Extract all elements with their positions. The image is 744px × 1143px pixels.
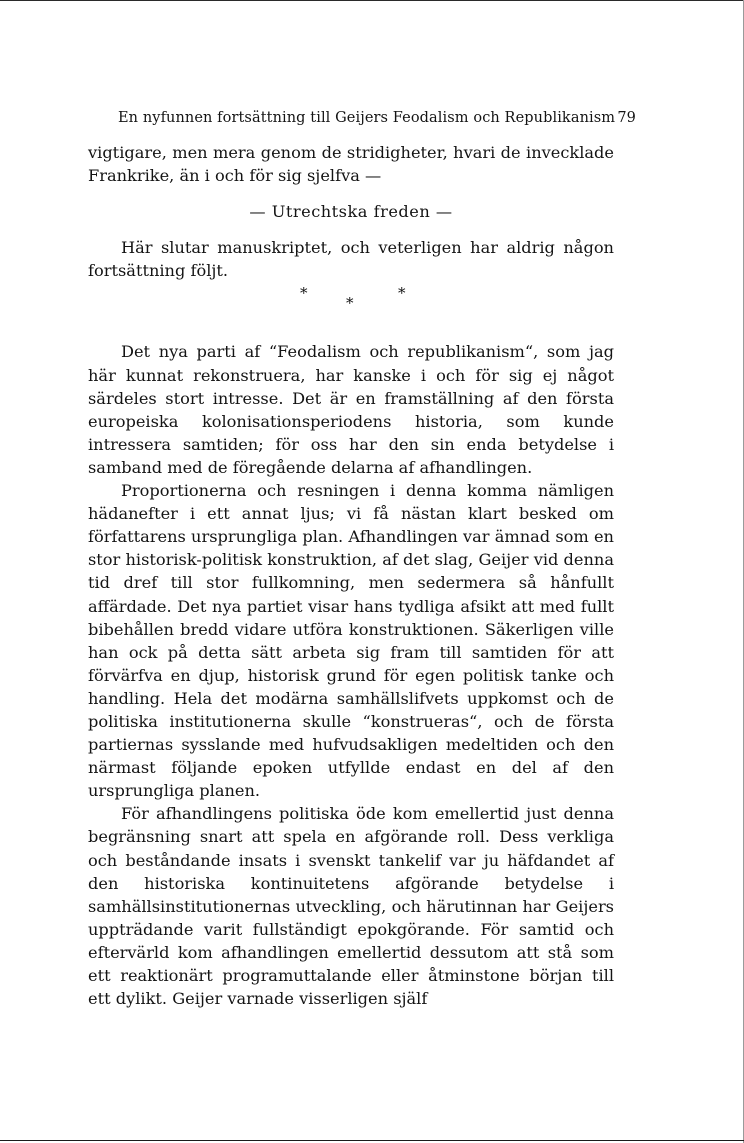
paragraph-manuscript-end: Här slutar manuskriptet, och veterligen har aldrig någon fortsättning följt. [88,238,614,281]
scan-border-top [0,0,744,1]
scan-border-bottom [0,1140,744,1141]
paragraph-continuation: vigtigare, men mera genom de stridigheter, hvari de invecklade Frankrike, än i och för sig sjelfva — [88,143,614,186]
paragraph-reconstruction: Det nya parti af “Feodalism och republikanism“, som jag här kunnat rekonstruera, har kanske i och för sig ej något särdeles stort intresse. Det är en framställning af den första europeiska kolonisationsperiodens historia, som kunde intressera samtiden; för oss har den sin enda betydelse i samband med de föregående delarna af afhandlingen. [88,342,614,477]
section-break-asterisks [88,282,614,340]
paragraph-proportions: Proportionerna och resningen i denna komma nämligen hädanefter i ett annat ljus; vi få nästan klart besked om författarens ursprungliga plan. Afhandlingen var ämnad som en stor historisk-politisk konstruktion, af det slag, Geijer vid denna tid dref till stor fullkomning, men sedermera så hånfullt affärdade. Det nya partiet visar hans tydliga afsikt att med fullt bibehållen bredd vidare utföra konstruktionen. Säkerligen ville han ock på detta sätt arbeta sig fram till samtiden för att förvärfva en djup, historisk grund för egen politisk tanke och handling. Hela det modärna samhällslifvets uppkomst och de politiska institutionerna skulle “konstrueras“, och de första partiernas sysslande med hufvudsakligen medeltiden och den närmast följande epoken utfyllde endast en del af den ursprungliga planen. [88,481,614,801]
asterisk: * [300,284,308,303]
body-text [88,141,614,1010]
page-number: 79 [617,110,636,126]
page-header [118,108,636,130]
asterisk: * [398,284,406,303]
section-heading: — Utrechtska freden — [249,202,453,222]
asterisk: * [346,294,354,313]
running-title: En nyfunnen fortsättning till Geijers Feodalism och Republikanism [118,110,616,126]
paragraph-political-fate: För afhandlingens politiska öde kom emellertid just denna begränsning snart att spela en afgörande roll. Dess verkliga och beståndande insats i svenskt tankelif var ju häfdandet af den historiska kontinuitetens afgörande betydelse i samhällsinstitutionernas utveckling, och härutinnan har Geijers uppträdande varit fullständigt epokgörande. För samtid och eftervärld kom afhandlingen emellertid dessutom att stå som ett reaktionärt programuttalande eller åtminstone början till ett dylikt. Geijer varnade visserligen själf [88,804,614,1009]
